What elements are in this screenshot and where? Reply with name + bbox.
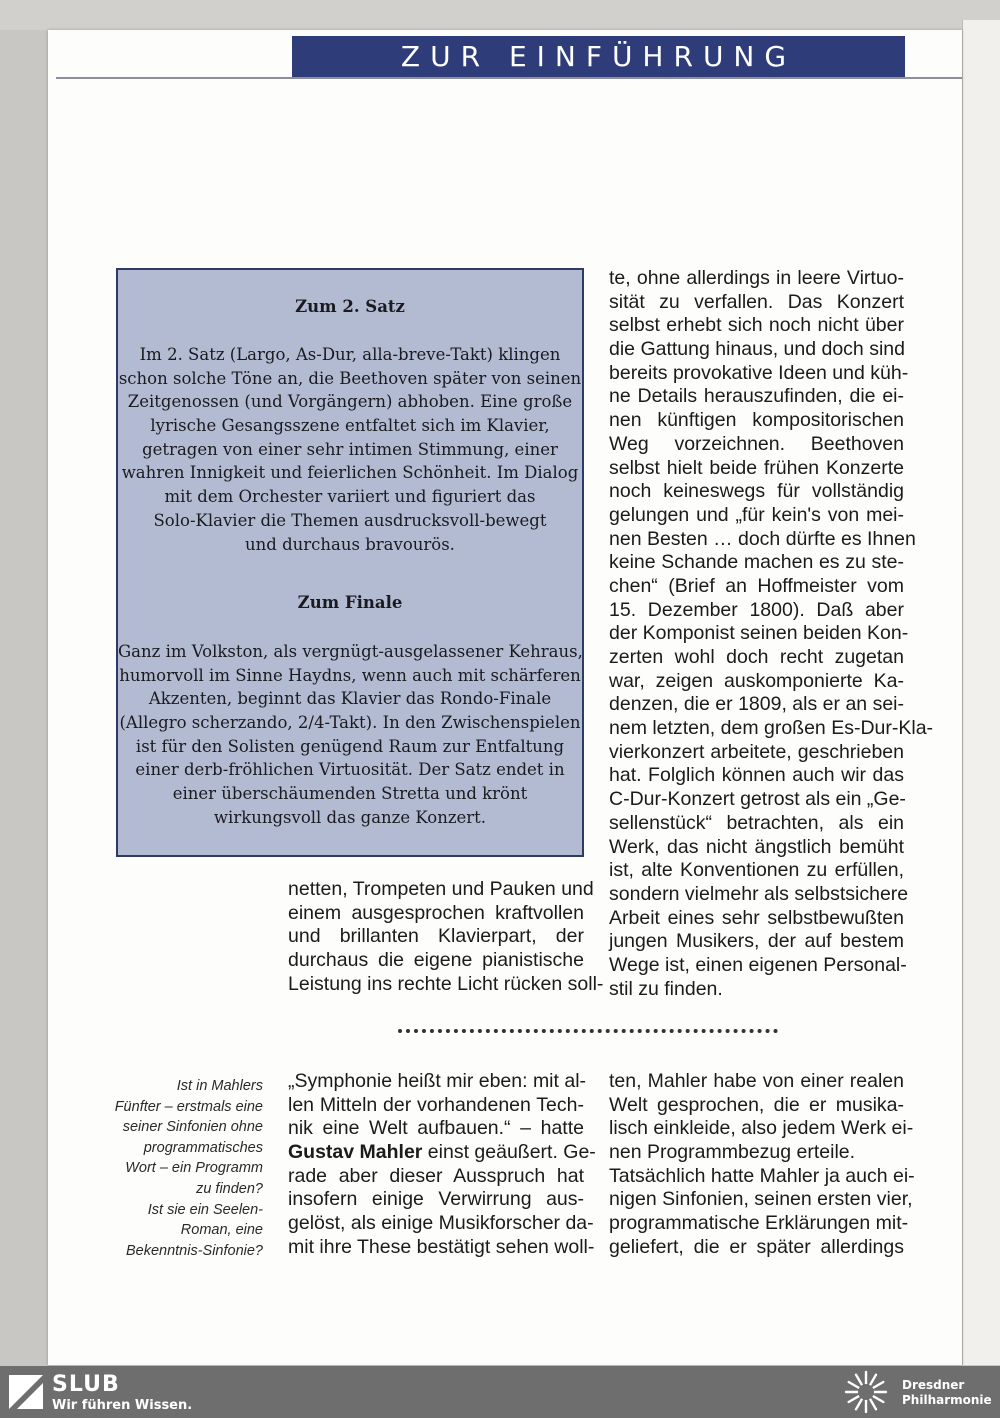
text-line: ist, alte Konventionen zu erfüllen, — [609, 859, 904, 882]
partner-name-line2: Philharmonie — [902, 1393, 992, 1407]
text-line: vierkonzert arbeitete, geschrieben — [609, 740, 904, 763]
text-line: zerten wohl doch recht zugetan — [609, 646, 904, 668]
margin-note-line: seiner Sinfonien ohne — [122, 1119, 263, 1136]
text-line: nem letzten, dem großen Es-Dur-Kla- — [609, 717, 934, 740]
text-line: keine Schande machen es zu ste- — [609, 551, 904, 574]
text-line: Wege ist, einen eigenen Personal- — [609, 953, 907, 976]
text-line: hat. Folglich können auch wir das — [609, 764, 904, 787]
box-line: wirkungsvoll das ganze Konzert. — [213, 807, 487, 827]
box-line: mit dem Orchester variiert und figuriert das — [164, 487, 536, 507]
middle-column-bottom — [288, 1070, 596, 1260]
margin-note-line: Fünfter – erstmals eine — [114, 1098, 263, 1115]
text-line: Werk, das nicht ängstlich bemüht — [609, 835, 904, 858]
text-line: lisch einkleide, also jedem Werk ei- — [609, 1117, 914, 1140]
text-line: „Symphonie heißt mir eben: mit al- — [288, 1070, 587, 1092]
composer-name: Gustav Mahler — [288, 1141, 423, 1164]
text-line: 15. Dezember 1800). Daß aber — [609, 598, 904, 621]
philharmonie-sunburst-icon — [842, 1370, 890, 1414]
margin-note-line: Wort – ein Programm — [125, 1160, 263, 1177]
box-line: Im 2. Satz (Largo, As-Dur, alla-breve-Takt) klingen — [139, 345, 561, 364]
section-divider-dotted — [398, 1029, 778, 1033]
text-line: durchaus die eigene pianistische — [288, 949, 584, 972]
text-line: sität zu verfallen. Das Konzert — [609, 290, 904, 313]
text-line: ten, Mahler habe von einer realen — [609, 1070, 904, 1092]
text-line: gelöst, als einige Musikforscher da- — [288, 1212, 594, 1235]
text-line: nen Programmbezug erteile. — [609, 1141, 856, 1164]
text-line: sondern vielmehr als selbstsichere — [609, 882, 909, 905]
margin-note — [100, 1076, 263, 1261]
box-line: ist für den Solisten genügend Raum zur Entfaltung — [135, 736, 565, 756]
box-line: wahren Innigkeit und feierlichen Schönheit. Im Dialog — [121, 463, 579, 483]
margin-note-line: programmatisches — [143, 1139, 263, 1156]
text-line: noch keineswegs für vollständig — [609, 480, 904, 503]
info-box — [116, 268, 584, 857]
text-line: netten, Trompeten und Pauken und — [288, 878, 594, 900]
text-fragment: einst geäußert. Ge- — [422, 1141, 596, 1164]
text-line: Leistung ins rechte Licht rücken soll- — [288, 972, 604, 995]
text-line: gelungen und „für kein's von mei- — [609, 503, 904, 526]
text-line: selbst erhebt sich noch nicht über — [609, 314, 904, 337]
text-line: Arbeit eines sehr selbstbewußten — [609, 906, 904, 929]
text-line: selbst hielt beide frühen Konzerte — [609, 456, 904, 479]
box-paragraph-finale — [118, 640, 582, 830]
text-line: denzen, die er 1809, als er an sei- — [609, 693, 904, 716]
text-line: rade aber dieser Ausspruch hat — [288, 1164, 584, 1187]
box-line: Zeitgenossen (und Vorgängern) abhoben. Eine große — [127, 392, 573, 412]
partner-name-line1: Dresdner — [902, 1378, 965, 1392]
text-line: geliefert, die er später allerdings — [609, 1235, 904, 1258]
text-line: nen Besten … doch dürfte es Ihnen — [609, 527, 916, 550]
right-column-bottom — [609, 1070, 915, 1260]
text-line: C-Dur-Konzert getrost als ein „Ge- — [609, 788, 906, 811]
margin-note-line: zu finden? — [196, 1180, 263, 1197]
text-line: bereits provokative Ideen und küh- — [609, 361, 909, 384]
text-line — [288, 1141, 596, 1165]
header-rule — [56, 77, 962, 79]
text-line: nik eine Welt aufbauen.“ – hatte — [288, 1117, 584, 1140]
box-line: humorvoll im Sinne Haydns, wenn auch mit schärferen — [119, 665, 581, 685]
middle-column-top — [288, 878, 604, 996]
footer-bar — [0, 1366, 1000, 1418]
text-line: len Mitteln der vorhandenen Tech- — [288, 1093, 584, 1116]
box-line: einer überschäumenden Stretta und krönt — [172, 784, 528, 804]
box-line: Akzenten, beginnt das Klavier das Rondo-Finale — [148, 689, 552, 709]
adjacent-page-edge — [962, 20, 1000, 1365]
text-line: die Gattung hinaus, und doch sind — [609, 338, 905, 361]
right-column-top — [609, 267, 934, 1001]
text-line: te, ohne allerdings in leere Virtuo- — [609, 267, 904, 289]
box-heading-second-movement: Zum 2. Satz — [295, 297, 405, 316]
text-line: sellenstück“ betrachten, als ein — [609, 811, 904, 834]
box-line: (Allegro scherzando, 2/4-Takt). In den Zwischenspielen — [119, 713, 581, 733]
margin-note-line: Ist in Mahlers — [176, 1078, 263, 1094]
text-line: chen“ (Brief an Hoffmeister vom — [609, 574, 904, 597]
text-line: Welt gesprochen, die er musika- — [609, 1093, 904, 1116]
margin-note-line: Roman, eine — [180, 1222, 263, 1239]
section-header — [292, 36, 905, 77]
text-line: nen künftigen kompositorischen — [609, 409, 904, 432]
slub-logo-icon — [9, 1375, 43, 1409]
box-line: schon solche Töne an, die Beethoven später von seinen — [118, 368, 582, 388]
text-line: mit ihre These bestätigt sehen woll- — [288, 1235, 595, 1258]
box-line: getragen von einer sehr intimen Stimmung, einer — [142, 439, 558, 459]
scan-top-edge — [0, 0, 1000, 30]
text-line: insofern einige Verwirrung aus- — [288, 1188, 584, 1211]
slub-tagline: Wir führen Wissen. — [52, 1398, 193, 1413]
text-line: der Komponist seinen beiden Kon- — [609, 622, 909, 645]
text-line: jungen Musikers, der auf bestem — [609, 930, 904, 953]
text-line: einem ausgesprochen kraftvollen — [288, 901, 584, 924]
slub-name: SLUB — [52, 1372, 120, 1397]
box-line: lyrische Gesangsszene entfaltet sich im Klavier, — [150, 416, 550, 436]
box-line: einer derb-fröhlichen Virtuosität. Der Satz endet in — [135, 760, 565, 780]
text-line: und brillanten Klavierpart, der — [288, 925, 584, 948]
text-line: programmatische Erklärungen mit- — [609, 1212, 909, 1235]
box-line: Solo-Klavier die Themen ausdrucksvoll-bewegt — [153, 510, 547, 530]
margin-note-line: Ist sie ein Seelen- — [147, 1201, 263, 1218]
text-line: nigen Sinfonien, seinen ersten vier, — [609, 1188, 913, 1211]
section-title: ZUR EINFÜHRUNG — [400, 40, 797, 73]
text-line: stil zu finden. — [609, 977, 723, 1000]
text-line: Tatsächlich hatte Mahler ja auch ei- — [609, 1164, 915, 1187]
box-line: und durchaus bravourös. — [245, 534, 455, 554]
margin-note-line: Bekenntnis-Sinfonie? — [125, 1242, 263, 1259]
text-line: ne Details herauszufinden, die ei- — [609, 385, 904, 408]
text-line: war, zeigen auskomponierte Ka- — [609, 669, 904, 692]
box-line: Ganz im Volkston, als vergnügt-ausgelassener Kehraus, — [118, 642, 583, 661]
text-line: Weg vorzeichnen. Beethoven — [609, 432, 904, 455]
box-paragraph-second-movement — [118, 343, 582, 556]
box-heading-finale: Zum Finale — [297, 593, 403, 612]
